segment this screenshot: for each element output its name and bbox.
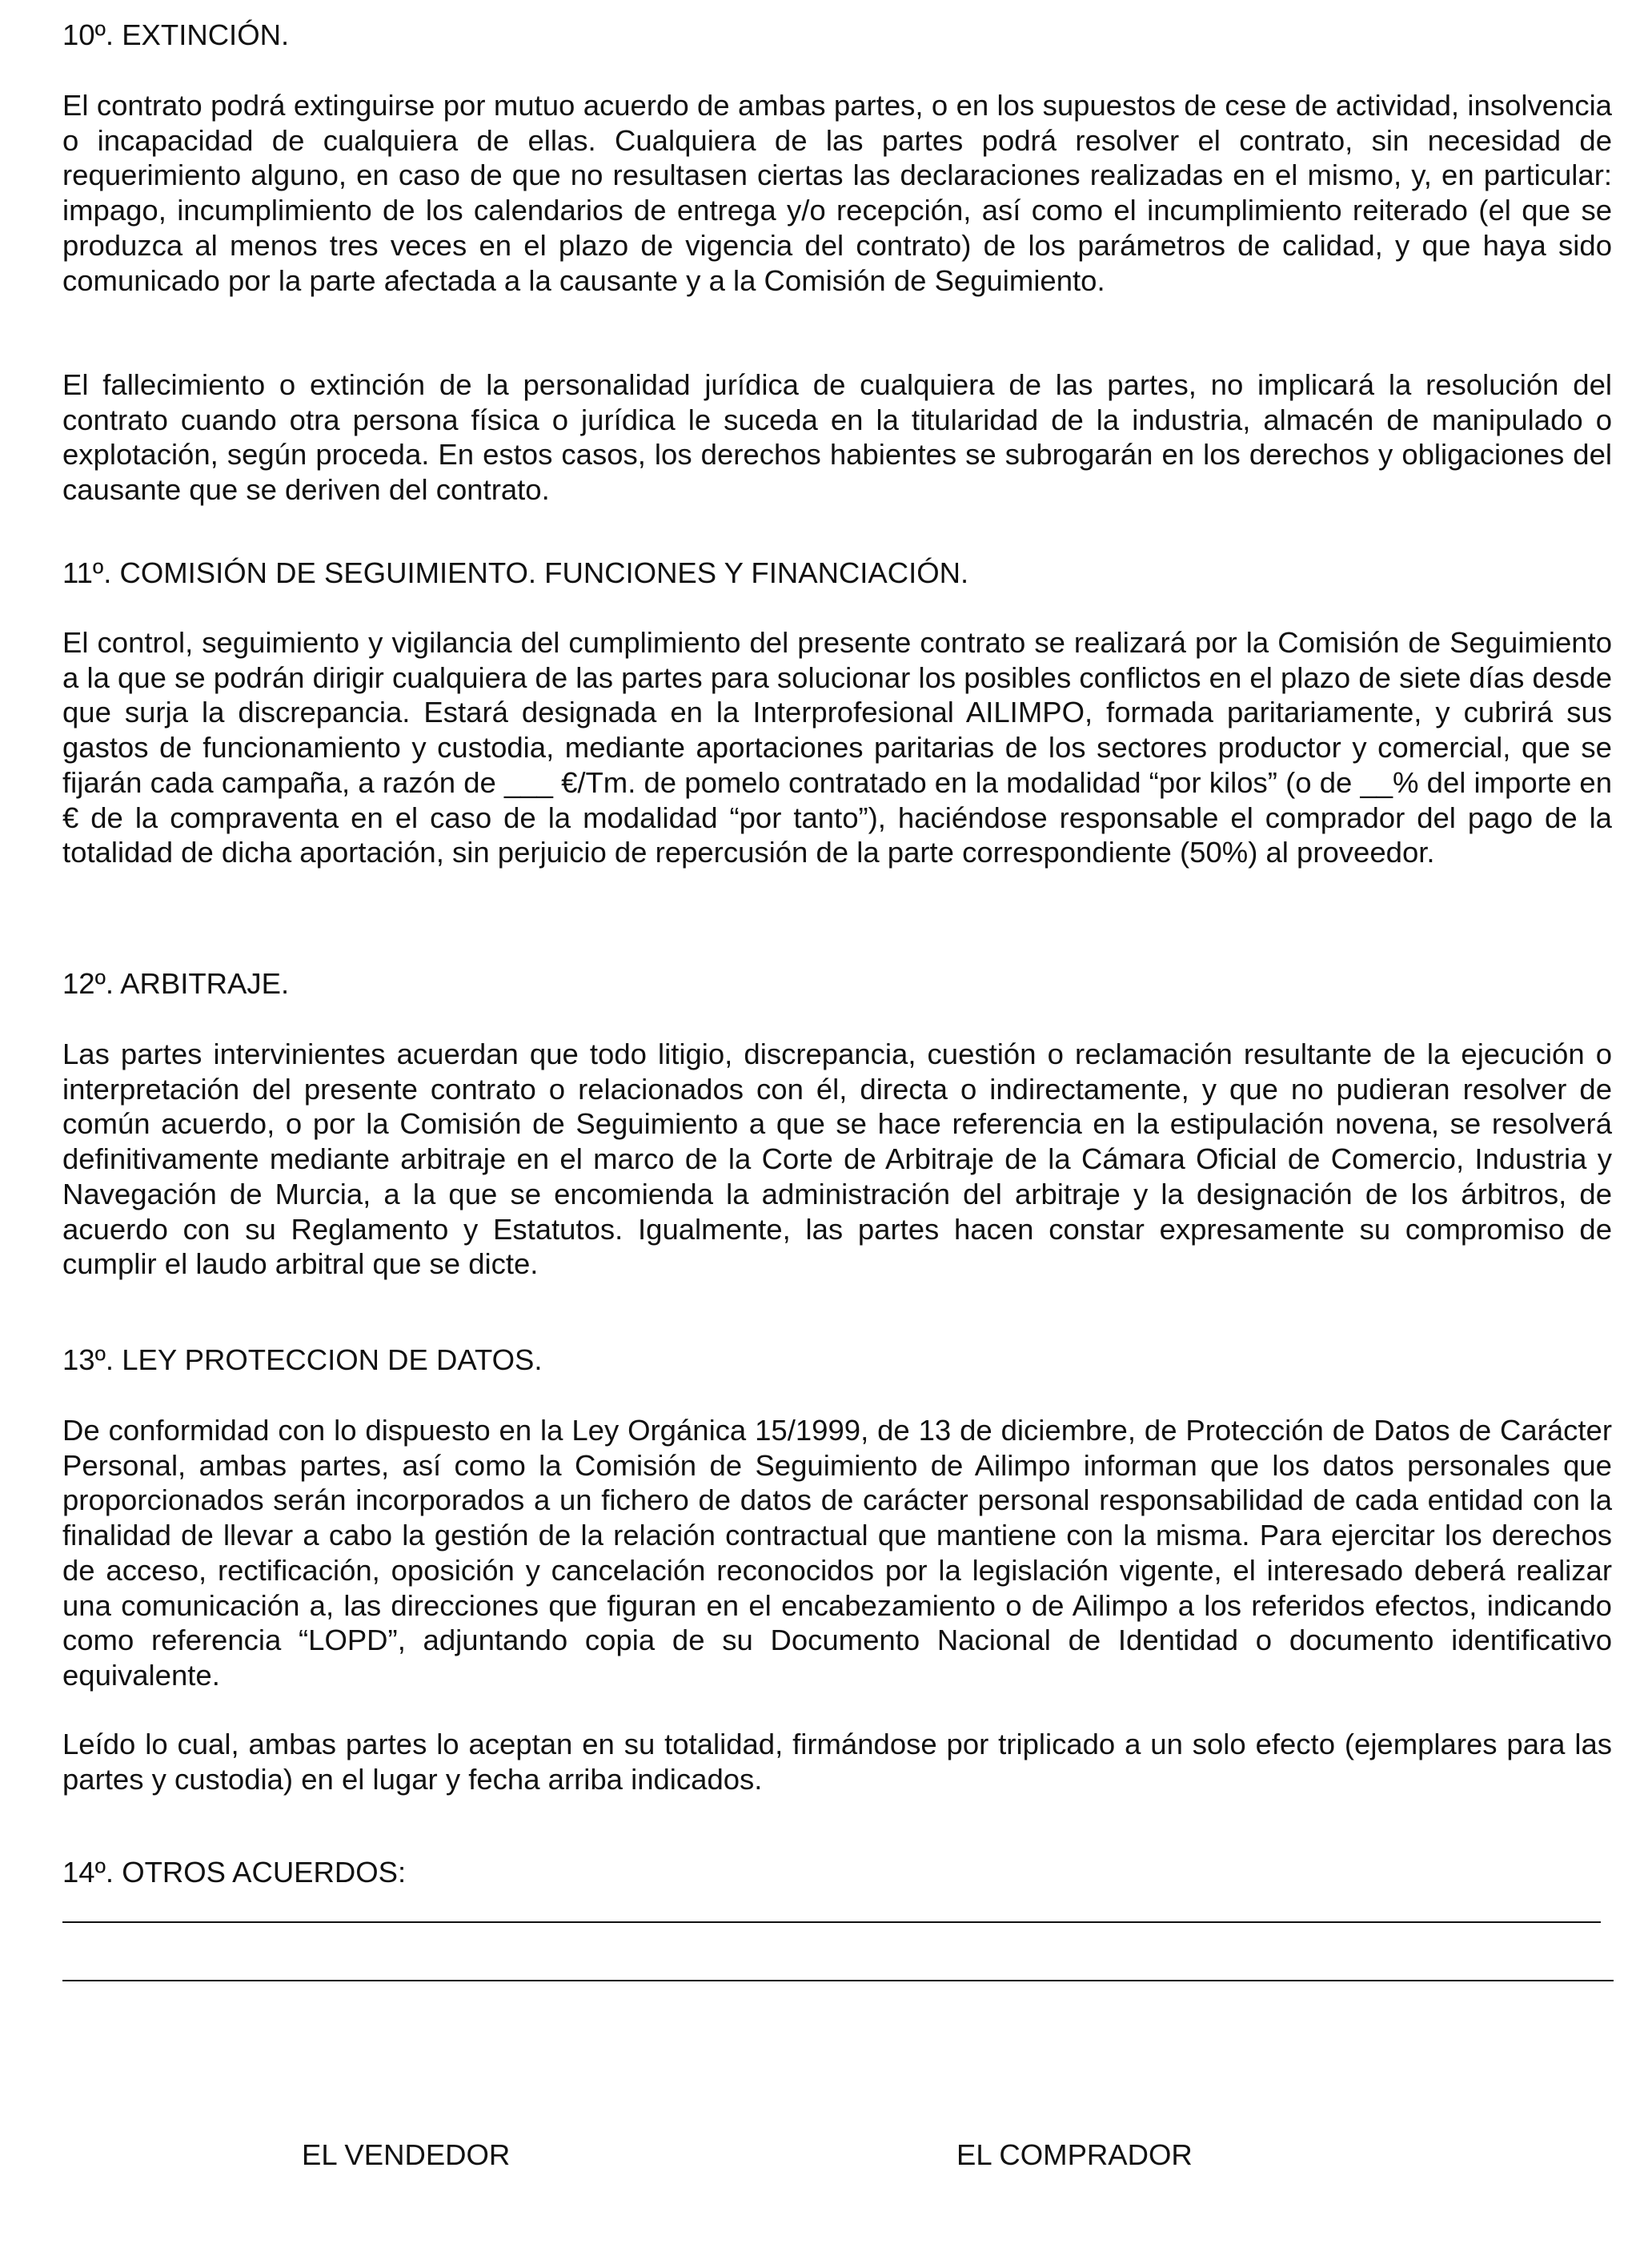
seller-signature-label: EL VENDEDOR xyxy=(302,2138,511,2171)
section-11-paragraph-1: El control, seguimiento y vigilancia del cumplimiento del presente contrato se realizará por la Comisión de Seguimiento a la que se podrán dirigir cualquiera de las partes para solucionar los posibles conflictos en el plazo de siete días desde que surja la discrepancia. Estará designada en la Interprofesional AILIMPO, formada paritariamente, y cubrirá sus gastos de funcionamiento y custodia, mediante aportaciones paritarias de los sectores productor y comercial, que se fijarán cada campaña, a razón de ___ €/Tm. de pomelo contratado en la modalidad “por kilos” (o de __% del importe en € de la compraventa en el caso de la modalidad “por tanto”), haciéndose responsable el comprador del pago de la totalidad de dicha aportación, sin perjuicio de repercusión de la parte correspondiente (50%) al proveedor. xyxy=(62,626,1612,869)
section-12-paragraph-1: Las partes intervinientes acuerdan que todo litigio, discrepancia, cuestión o reclamación resultante de la ejecución o interpretación del presente contrato o relacionados con él, directa o indirectamente, y que no pudieran resolver de común acuerdo, o por la Comisión de Seguimiento a que se hace referencia en la estipulación novena, se resolverá definitivamente mediante arbitraje en el marco de la Corte de Arbitraje de la Cámara Oficial de Comercio, Industria y Navegación de Murcia, a la que se encomienda la administración del arbitraje y la designación de los árbitros, de acuerdo con su Reglamento y Estatutos. Igualmente, las partes hacen constar expresamente su compromiso de cumplir el laudo arbitral que se dicte. xyxy=(62,1038,1612,1281)
other-agreements-blank-line-1 xyxy=(62,1921,1601,1923)
section-11-heading: 11º. COMISIÓN DE SEGUIMIENTO. FUNCIONES Y FINANCIACIÓN. xyxy=(62,556,969,589)
section-10-paragraph-1: El contrato podrá extinguirse por mutuo acuerdo de ambas partes, o en los supuestos de cese de actividad, insolvencia o incapacidad de cualquiera de ellas. Cualquiera de las partes podrá resolver el contrato, sin necesidad de requerimiento alguno, en caso de que no resultasen ciertas las declaraciones realizadas en el mismo, y, en particular: impago, incumplimiento de los calendarios de entrega y/o recepción, así como el incumplimiento reiterado (el que se produzca al menos tres veces en el plazo de vigencia del contrato) de los parámetros de calidad, y que haya sido comunicado por la parte afectada a la causante y a la Comisión de Seguimiento. xyxy=(62,89,1612,297)
section-12-heading: 12º. ARBITRAJE. xyxy=(62,967,290,1000)
section-14-heading: 14º. OTROS ACUERDOS: xyxy=(62,1856,407,1889)
section-10-paragraph-2: El fallecimiento o extinción de la personalidad jurídica de cualquiera de las partes, no implicará la resolución del contrato cuando otra persona física o jurídica le suceda en la titularidad de la industria, almacén de manipulado o explotación, según proceda. En estos casos, los derechos habientes se subrogarán en los derechos y obligaciones del causante que se deriven del contrato. xyxy=(62,368,1612,507)
section-13-heading: 13º. LEY PROTECCION DE DATOS. xyxy=(62,1343,543,1376)
buyer-signature-label: EL COMPRADOR xyxy=(956,2138,1193,2171)
section-13-paragraph-1: De conformidad con lo dispuesto en la Ley Orgánica 15/1999, de 13 de diciembre, de Protección de Datos de Carácter Personal, ambas partes, así como la Comisión de Seguimiento de Ailimpo informan que los datos personales que proporcionados serán incorporados a un fichero de datos de carácter personal responsabilidad de cada entidad con la finalidad de llevar a cabo la gestión de la relación contractual que mantiene con la misma. Para ejercitar los derechos de acceso, rectificación, oposición y cancelación reconocidos por la legislación vigente, el interesado deberá realizar una comunicación a, las direcciones que figuran en el encabezamiento o de Ailimpo a los referidos efectos, indicando como referencia “LOPD”, adjuntando copia de su Documento Nacional de Identidad o documento identificativo equivalente. xyxy=(62,1414,1612,1692)
other-agreements-blank-line-2 xyxy=(62,1980,1614,1981)
section-10-heading: 10º. EXTINCIÓN. xyxy=(62,18,290,51)
section-13-paragraph-2: Leído lo cual, ambas partes lo aceptan en su totalidad, firmándose por triplicado a un solo efecto (ejemplares para las partes y custodia) en el lugar y fecha arriba indicados. xyxy=(62,1728,1612,1796)
